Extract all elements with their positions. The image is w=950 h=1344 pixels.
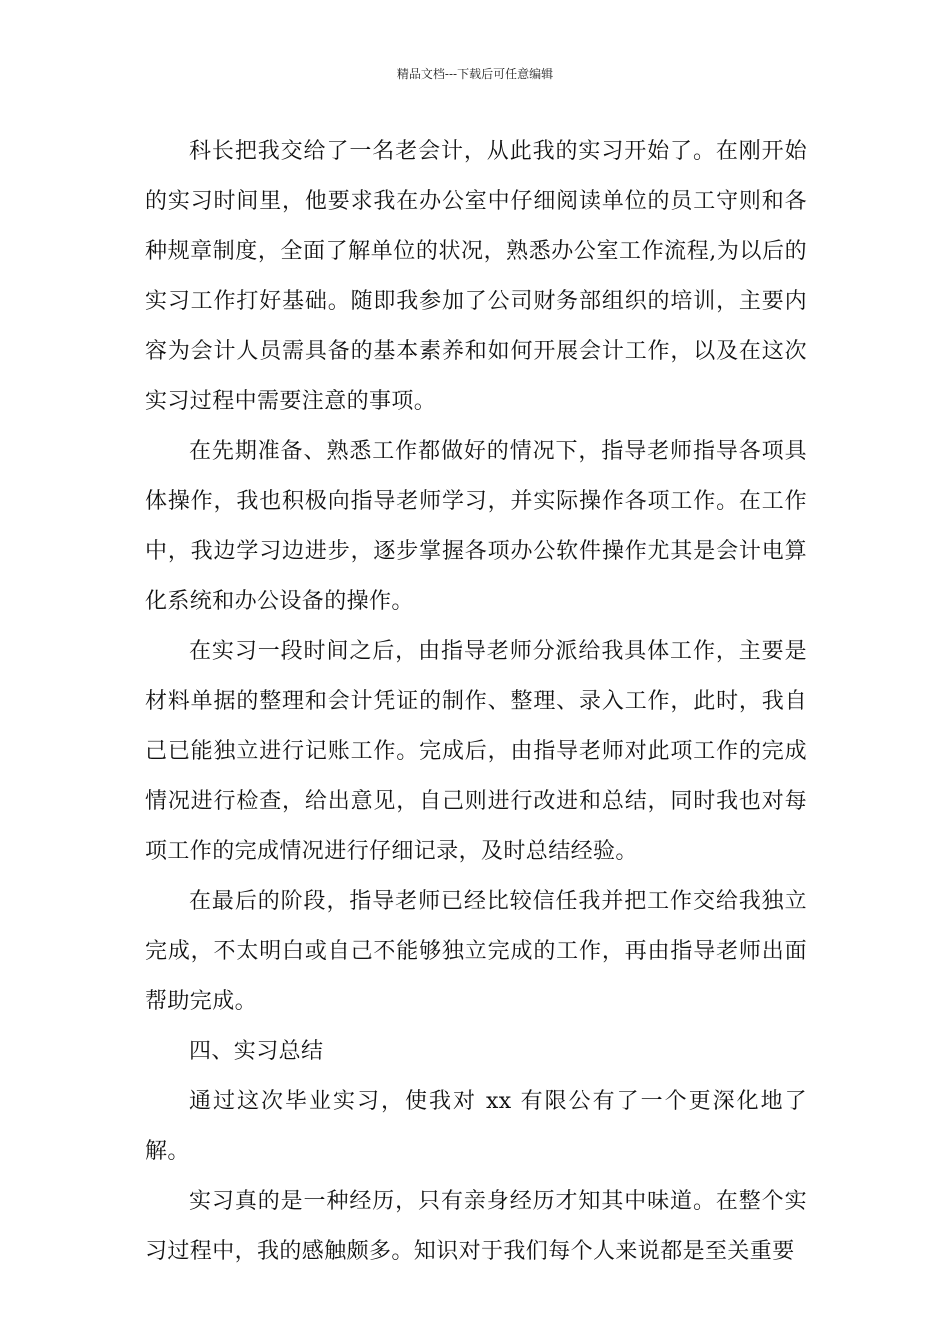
paragraph-experience: 实习真的是一种经历，只有亲身经历才知其中味道。在整个实习过程中，我的感触颇多。知识对于我们每个人来说都是至关重要	[145, 1189, 807, 1264]
document-body	[145, 127, 807, 1277]
paragraph-assigned-work: 在实习一段时间之后，由指导老师分派给我具体工作，主要是材料单据的整理和会计凭证的制作、整理、录入工作，此时，我自己已能独立进行记账工作。完成后，由指导老师对此项工作的完成情况进行检查，给出意见，自己则进行改进和总结，同时我也对每项工作的完成情况进行仔细记录，及时总结经验。	[145, 639, 807, 864]
page-header: 精品文档---下载后可任意编辑	[396, 67, 554, 81]
paragraph-summary-intro: 通过这次毕业实习，使我对 xx 有限公有了一个更深化地了解。	[145, 1089, 807, 1164]
section-heading-summary: 四、实习总结	[189, 1039, 324, 1064]
paragraph-training: 科长把我交给了一名老会计，从此我的实习开始了。在刚开始的实习时间里，他要求我在办公室中仔细阅读单位的员工守则和各种规章制度，全面了解单位的状况，熟悉办公室工作流程,为以后的实习工作打好基础。随即我参加了公司财务部组织的培训，主要内容为会计人员需具备的基本素养和如何开展会计工作，以及在这次实习过程中需要注意的事项。	[145, 139, 807, 414]
paragraph-final-stage: 在最后的阶段，指导老师已经比较信任我并把工作交给我独立完成，不太明白或自己不能够独立完成的工作，再由指导老师出面帮助完成。	[145, 889, 807, 1014]
paragraph-practice: 在先期准备、熟悉工作都做好的情况下，指导老师指导各项具体操作，我也积极向指导老师学习，并实际操作各项工作。在工作中，我边学习边进步，逐步掌握各项办公软件操作尤其是会计电算化系统和办公设备的操作。	[145, 439, 807, 614]
